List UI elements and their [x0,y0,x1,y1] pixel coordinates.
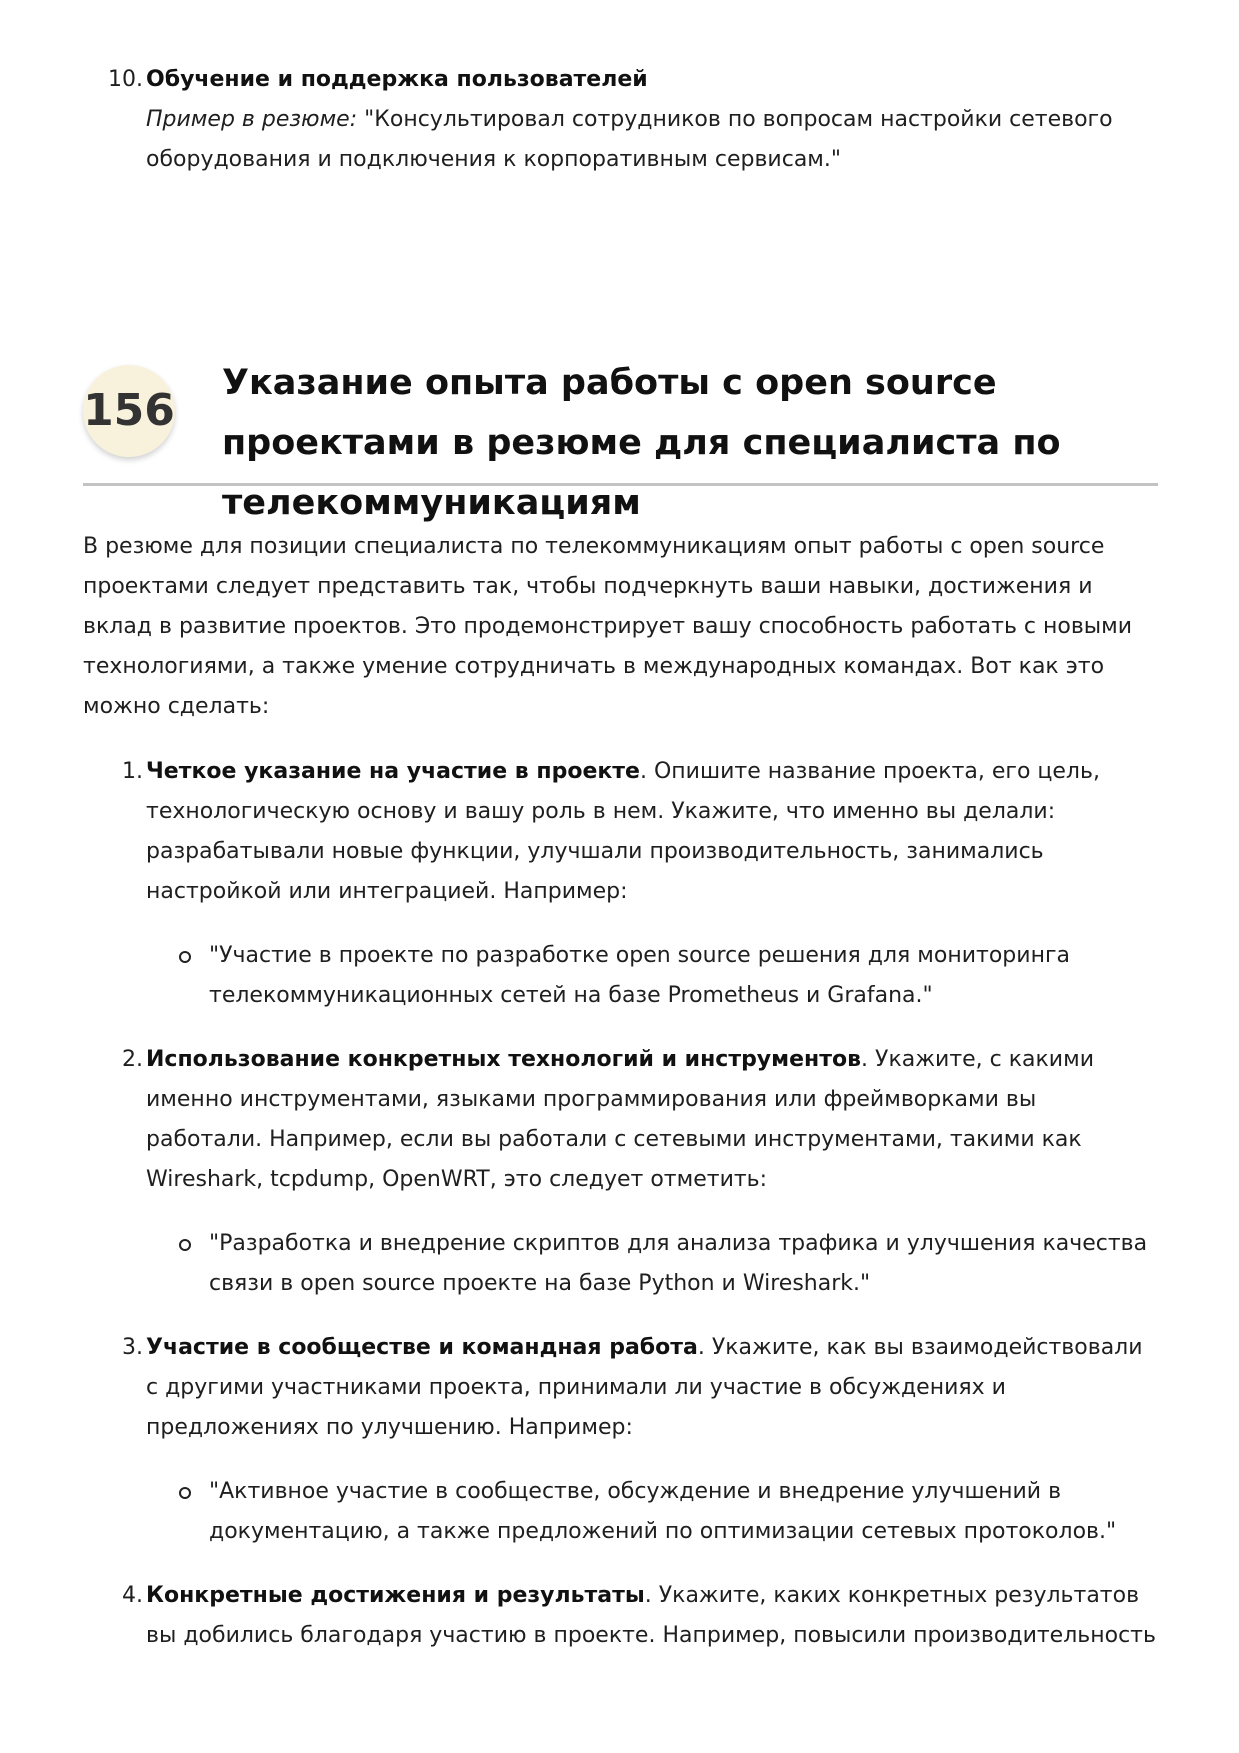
item-text: . Укажите, каких конкретных результатов вы добились благодаря участию в проекте. Например, повысили производительность [146,1583,1156,1648]
example-bullet [146,1224,1158,1304]
list-number: 1. [122,759,143,784]
item-title: Участие в сообществе и командная работа [146,1335,698,1360]
list-number: 3. [122,1335,143,1360]
section-title: Указание опыта работы с open source проектами в резюме для специалиста по телекоммуникациям [222,363,1061,523]
list-item [83,1040,1158,1304]
list-item [83,1576,1158,1656]
example-text: "Консультировал сотрудников по вопросам настройки сетевого оборудования и подключения к корпоративным сервисам." [146,107,1113,172]
document-page [83,0,1158,1648]
circle-bullet-icon [179,951,191,963]
example-label: Пример в резюме: [146,107,358,132]
example-text: "Участие в проекте по разработке open source решения для мониторинга телекоммуникационных сетей на базе Prometheus и Grafana." [209,943,1070,1008]
item-title: Использование конкретных технологий и инструментов [146,1047,862,1072]
numbered-list [83,752,1158,1680]
item-title: Конкретные достижения и результаты [146,1583,645,1608]
list-item [83,60,1158,180]
item-text: . Укажите, как вы взаимодействовали с другими участниками проекта, принимали ли участие в обсуждениях и предложениях по улучшению. Например: [146,1335,1143,1440]
section-header [83,353,1158,523]
example-text: "Активное участие в сообществе, обсуждение и внедрение улучшений в документацию, а также предложений по оптимизации сетевых протоколов." [209,1479,1117,1544]
list-number: 2. [122,1047,143,1072]
item-text: . Опишите название проекта, его цель, технологическую основу и вашу роль в нем. Укажите, что именно вы делали: разрабатывали новые функции, улучшали производительность, занимались настройкой или интеграцией. Например: [146,759,1100,904]
item-title: Обучение и поддержка пользователей [146,67,648,92]
item-title: Четкое указание на участие в проекте [146,759,640,784]
list-item [83,1328,1158,1552]
circle-bullet-icon [179,1239,191,1251]
list-number: 4. [122,1583,143,1608]
circle-bullet-icon [179,1487,191,1499]
example-bullet [146,936,1158,1016]
intro-paragraph: В резюме для позиции специалиста по телекоммуникациям опыт работы с open source проектами следует представить так, чтобы подчеркнуть ваши навыки, достижения и вклад в развитие проектов. Это продемонстрирует вашу способность работать с новыми технологиями, а также умение сотрудничать в международных командах. Вот как это можно сделать: [83,534,1133,719]
list-number: 10. [108,67,143,92]
item-text: . Укажите, с какими именно инструментами, языками программирования или фреймворками вы работали. Например, если вы работали с сетевыми инструментами, такими как Wireshark, tcpdump, OpenWRT, это следует отметить: [146,1047,1095,1192]
list-item [83,752,1158,1016]
section-number-badge: 156 [83,365,175,457]
example-text: "Разработка и внедрение скриптов для анализа трафика и улучшения качества связи в open source проекте на базе Python и Wireshark." [209,1231,1148,1296]
example-bullet [146,1472,1158,1552]
